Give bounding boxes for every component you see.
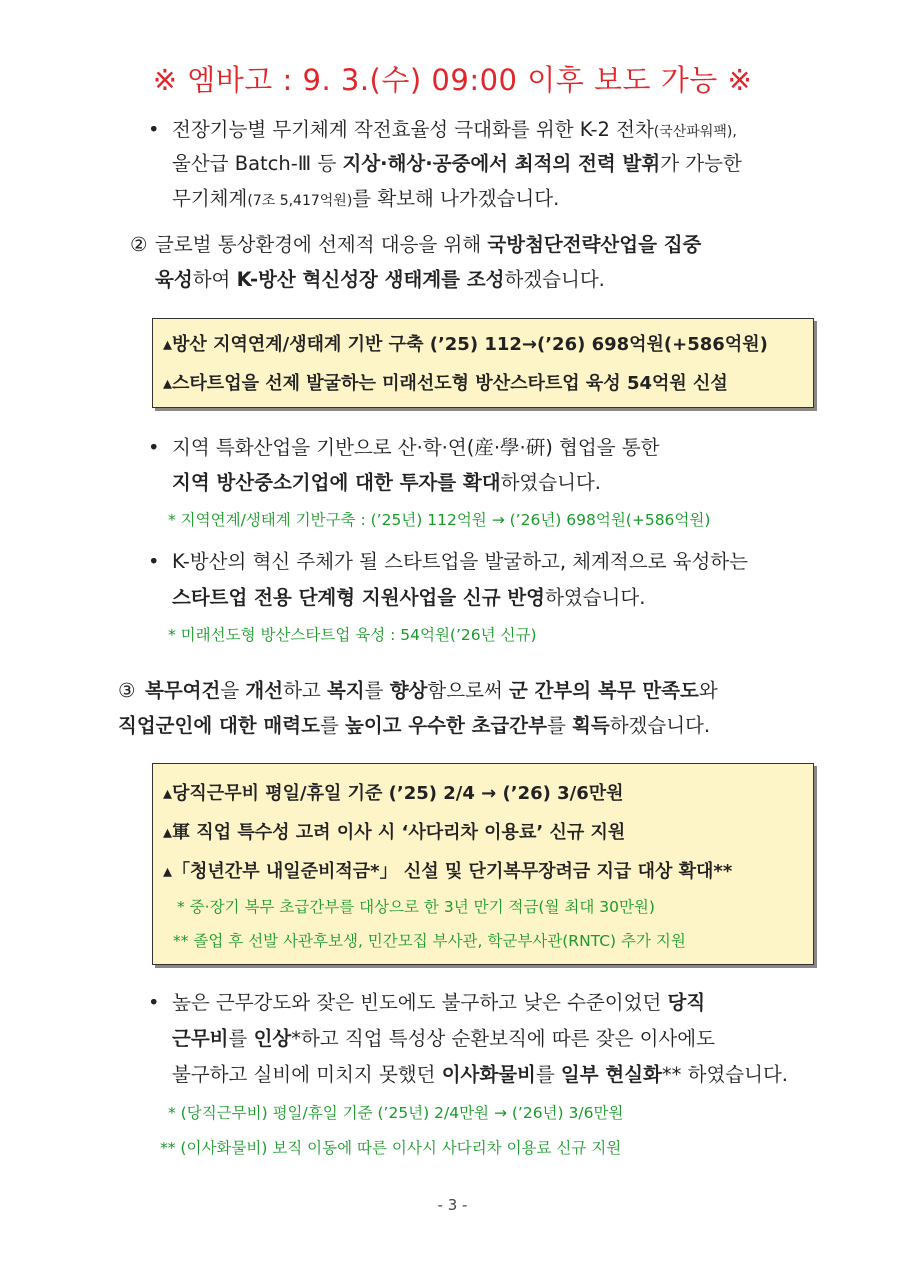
section-3-bullet-line-1: 높은 근무강도와 잦은 빈도에도 불구하고 낮은 수준이었던 당직 <box>172 991 706 1014</box>
bullet-marker: • <box>148 550 160 573</box>
box-item: ▴당직근무비 평일/휴일 기준 (’25) 2/4 → (’26) 3/6만원 <box>163 783 624 804</box>
page-number: - 3 - <box>437 1196 468 1214</box>
section-2-bullet-2-line-2: 스타트업 전용 단계형 지원사업을 신규 반영하였습니다. <box>172 586 646 609</box>
section-3-footnote-1: * (당직근무비) 평일/휴일 기준 (’25년) 2/4만원 → (’26년) 3/6만원 <box>168 1104 624 1122</box>
section-2-bullet-1-line-2: 지역 방산중소기업에 대한 투자를 확대하였습니다. <box>172 471 601 494</box>
section-2-bullet-1-line-1: 지역 특화산업을 기반으로 산·학·연(産·學·硏) 협업을 통한 <box>172 436 660 459</box>
bullet-marker: • <box>148 436 160 459</box>
box-footnote: ** 졸업 후 선발 사관후보생, 민간모집 부사관, 학군부사관(RNTC) 추가 지원 <box>173 932 686 950</box>
section-2-footnote-1: * 지역연계/생태계 기반구축 : (’25년) 112억원 → (’26년) 698억원(+586억원) <box>168 511 711 529</box>
section-3-line-2: 직업군인에 대한 매력도를 높이고 우수한 초급간부를 획득하겠습니다. <box>118 714 711 737</box>
intro-line-2: 울산급 Batch-Ⅲ 등 지상·해상·공중에서 최적의 전력 발휘가 가능한 <box>172 152 742 175</box>
section-2-number: ② <box>130 233 148 256</box>
embargo-notice: ※ 엠바고 : 9. 3.(수) 09:00 이후 보도 가능 ※ <box>152 63 753 97</box>
box-item: ▴軍 직업 특수성 고려 이사 시 ‘사다리차 이용료’ 신규 지원 <box>163 822 626 843</box>
section-2-footnote-2: * 미래선도형 방산스타트업 육성 : 54억원(’26년 신규) <box>168 626 537 644</box>
box-item: ▴「청년간부 내일준비적금*」 신설 및 단기복무장려금 지급 대상 확대** <box>163 861 733 882</box>
section-2-line-2: 육성하여 K-방산 혁신성장 생태계를 조성하겠습니다. <box>155 268 605 291</box>
bullet-marker: • <box>148 118 160 141</box>
box-item: ▴스타트업을 선제 발굴하는 미래선도형 방산스타트업 육성 54억원 신설 <box>163 373 728 394</box>
box-item: ▴방산 지역연계/생태계 기반 구축 (’25) 112→(’26) 698억원(+586억원) <box>163 334 768 355</box>
section-3-bullet-line-3: 불구하고 실비에 미치지 못했던 이사화물비를 일부 현실화** 하였습니다. <box>172 1063 788 1086</box>
section-3-bullet-line-2: 근무비를 인상*하고 직업 특성상 순환보직에 따른 잦은 이사에도 <box>172 1027 715 1050</box>
intro-line-3: 무기체계(7조 5,417억원)를 확보해 나가겠습니다. <box>172 187 560 210</box>
section-3-footnote-2: ** (이사화물비) 보직 이동에 따른 이사시 사다리차 이용료 신규 지원 <box>160 1139 622 1157</box>
section-3-number: ③ <box>118 679 136 702</box>
section-3-line-1: 복무여건을 개선하고 복지를 향상함으로써 군 간부의 복무 만족도와 <box>145 679 718 702</box>
section-2-bullet-2-line-1: K-방산의 혁신 주체가 될 스타트업을 발굴하고, 체계적으로 육성하는 <box>172 550 748 573</box>
box-footnote: * 중·장기 복무 초급간부를 대상으로 한 3년 만기 적금(월 최대 30만원) <box>177 898 655 916</box>
bullet-marker: • <box>148 991 160 1014</box>
section-3-highlight-box <box>152 763 814 965</box>
intro-line-1: 전장기능별 무기체계 작전효율성 극대화를 위한 K-2 전차(국산파워팩), <box>172 118 737 141</box>
section-2-line-1: 글로벌 통상환경에 선제적 대응을 위해 국방첨단전략산업을 집중 <box>155 233 702 256</box>
section-2-highlight-box <box>152 318 814 408</box>
